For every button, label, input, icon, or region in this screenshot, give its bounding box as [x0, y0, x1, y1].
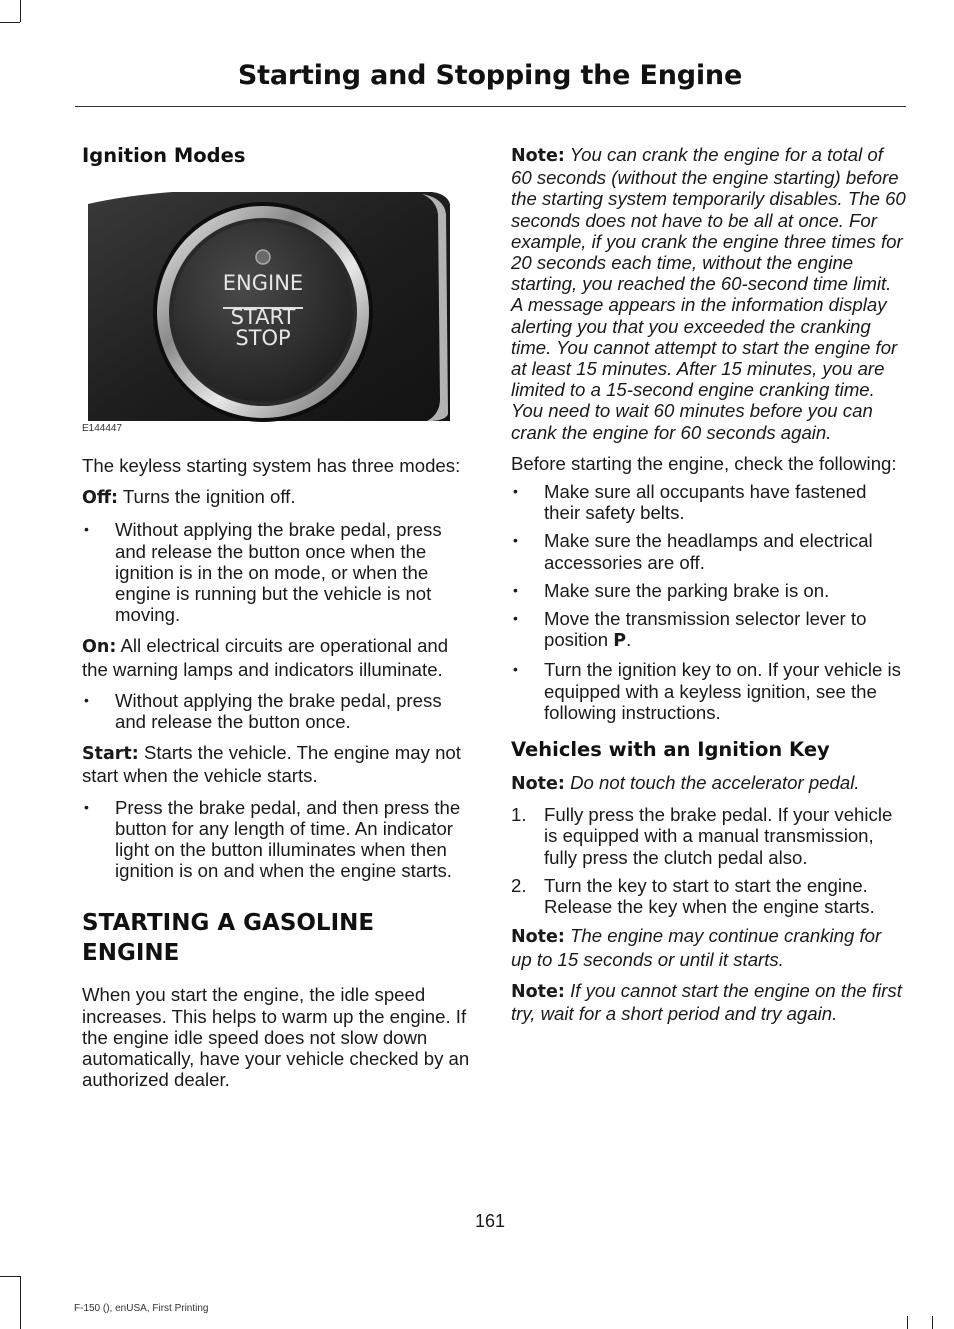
- list-item: [511, 875, 906, 917]
- gasoline-paragraph: When you start the engine, the idle speed increases. This helps to warm up the engine. If the engine idle speed does not slow down automatically, have your vehicle checked by an authorized dealer.: [82, 984, 470, 1091]
- list-item: • Press the brake pedal, and then press the button for any length of time. An indicator light on the button illuminates when then ignition is on and when the engine starts.: [82, 797, 474, 882]
- note-crank-limit: [511, 144, 906, 443]
- on-mode-paragraph: [82, 635, 474, 679]
- off-mode-label: Off:: [82, 488, 119, 509]
- before-starting-paragraph: Before starting the engine, check the following:: [511, 452, 897, 474]
- list-item: [511, 804, 906, 868]
- ignition-key-heading: Vehicles with an Ignition Key: [511, 738, 830, 762]
- list-item: • Turn the ignition key to on. If your vehicle is equipped with a keyless ignition, see the following instructions.: [511, 659, 906, 723]
- selector-text: Move the transmission selector lever to position: [544, 608, 867, 651]
- off-mode-paragraph: [82, 486, 474, 509]
- note-label: Note:: [511, 146, 565, 166]
- crop-mark: [932, 1316, 933, 1329]
- start-mode-text: Starts the vehicle. The engine may not start when the vehicle starts.: [82, 742, 461, 787]
- page-title: Starting and Stopping the Engine: [237, 60, 743, 91]
- step-number: 2.: [511, 874, 527, 896]
- note-text: Do not touch the accelerator pedal.: [564, 772, 860, 794]
- note-label: Note:: [511, 774, 565, 795]
- step-text: Turn the key to start to start the engine. Release the key when the engine starts.: [544, 874, 875, 918]
- crop-mark: [20, 0, 21, 22]
- note-label: Note:: [511, 981, 565, 1002]
- selector-end: .: [626, 629, 632, 651]
- title-divider: [75, 106, 906, 107]
- left-column: [82, 144, 474, 1090]
- crop-mark: [0, 22, 20, 23]
- note-text: If you cannot start the engine on the first try, wait for a short period and try again.: [511, 979, 902, 1024]
- list-item: • Make sure the parking brake is on.: [511, 580, 906, 601]
- list-item: • Without applying the brake pedal, press and release the button once.: [82, 690, 474, 732]
- section-heading-gasoline: STARTING A GASOLINE ENGINE: [82, 910, 375, 967]
- figure-code: E144447: [82, 423, 123, 434]
- intro-paragraph: The keyless starting system has three modes:: [82, 455, 461, 476]
- ignition-modes-heading: Ignition Modes: [82, 144, 246, 167]
- on-mode-label: On:: [82, 637, 117, 658]
- note-label: Note:: [511, 927, 565, 948]
- off-mode-text: Turns the ignition off.: [118, 486, 296, 508]
- selector-position: P: [613, 631, 627, 652]
- note-text: You can crank the engine for a total of 60 seconds (without the engine starting) before the starting system temporarily disables. The 60 seconds does not have to be all at once. For example, if you crank the engine three times for 20 seconds each time, without the engine starting, you reached the 60-second time limit. A message appears in the information display alerting you that you exceeded the cranking time. You cannot attempt to start the engine for at least 15 minutes. After 15 minutes, you are limited to a 15-second engine cranking time. You need to wait 60 minutes before you can crank the engine for 60 seconds again.: [511, 144, 906, 443]
- list-item: • Without applying the brake pedal, press and release the button once when the ignition is in the on mode, or when the engine is running but the vehicle is not moving.: [82, 519, 474, 625]
- engine-start-stop-figure: [82, 184, 452, 434]
- list-item: [511, 608, 906, 652]
- button-label-stop: STOP: [235, 326, 291, 350]
- off-mode-list: [82, 519, 474, 625]
- ignition-key-steps: [511, 804, 906, 917]
- page-number: 161: [474, 1211, 506, 1231]
- note-retry: [511, 980, 906, 1024]
- note-cranking: [511, 925, 906, 969]
- step-text: Fully press the brake pedal. If your vehicle is equipped with a manual transmission, fully press the clutch pedal also.: [544, 804, 893, 868]
- button-label-start: START: [230, 305, 296, 329]
- list-item: • Make sure the headlamps and electrical accessories are off.: [511, 530, 906, 572]
- note-text: The engine may continue cranking for up to 15 seconds or until it starts.: [511, 925, 882, 970]
- right-column: [511, 144, 906, 1024]
- start-mode-label: Start:: [82, 744, 139, 765]
- start-mode-paragraph: [82, 742, 474, 786]
- button-label-engine: ENGINE: [222, 271, 304, 295]
- crop-mark: [0, 1276, 20, 1277]
- step-number: 1.: [511, 804, 527, 826]
- on-mode-list: [82, 690, 474, 732]
- crop-mark: [20, 1276, 21, 1329]
- start-mode-list: [82, 797, 474, 882]
- print-info: F-150 (), enUSA, First Printing: [74, 1303, 209, 1314]
- crop-mark: [907, 1316, 908, 1329]
- on-mode-text: All electrical circuits are operational and the warning lamps and indicators illuminate.: [82, 635, 449, 680]
- note-accelerator: [511, 772, 906, 795]
- checklist: [511, 481, 906, 723]
- list-item: • Make sure all occupants have fastened their safety belts.: [511, 481, 906, 523]
